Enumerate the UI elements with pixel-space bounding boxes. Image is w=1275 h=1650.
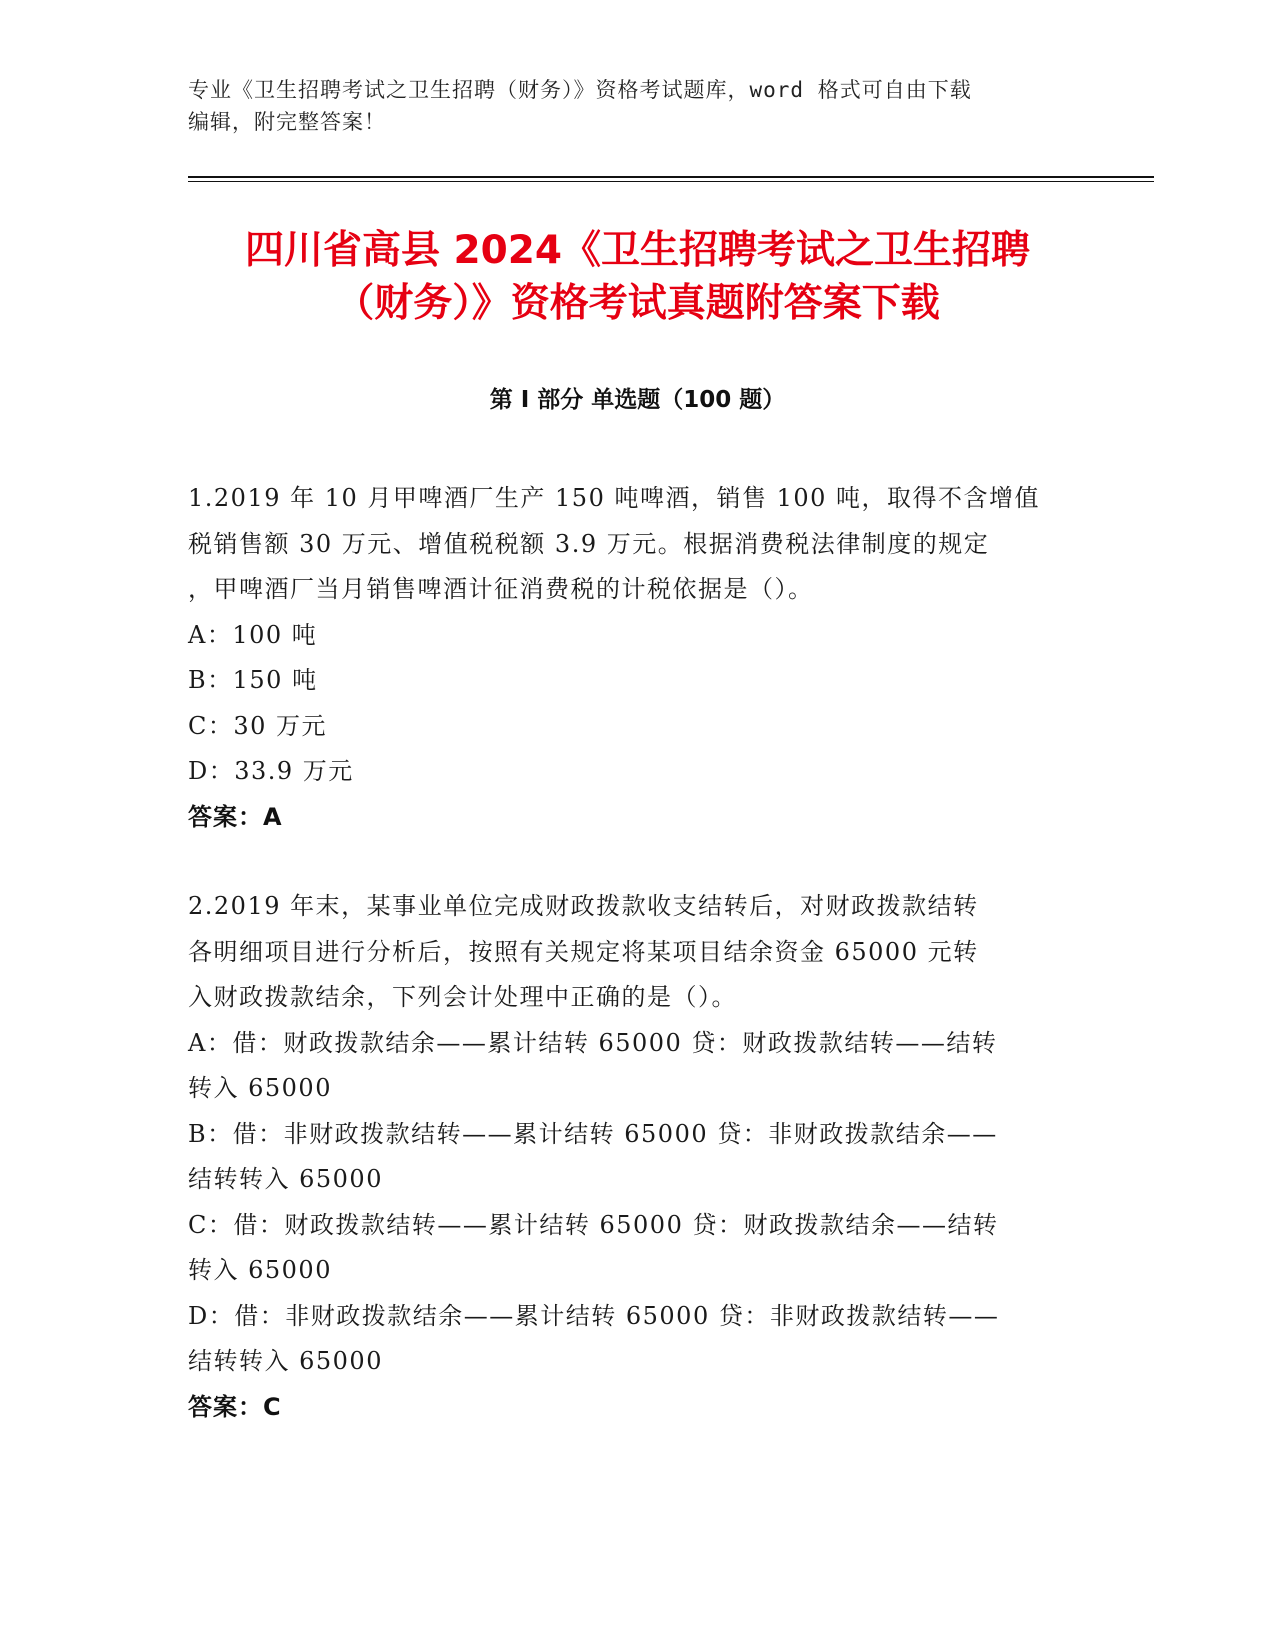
option-a: A：100 吨 xyxy=(188,620,318,649)
option-d: D：借：非财政拨款结余——累计结转 65000 贷：非财政拨款结转—— xyxy=(188,1301,1000,1330)
document-title-line-1: 四川省高县 2024《卫生招聘考试之卫生招聘 xyxy=(244,228,1031,273)
option-d-continued: 结转转入 65000 xyxy=(188,1347,383,1375)
option-c: C：30 万元 xyxy=(188,711,328,740)
option-b: B：借：非财政拨款结转——累计结转 65000 贷：非财政拨款结余—— xyxy=(188,1119,998,1148)
header-divider-thin xyxy=(188,181,1154,182)
question-1 xyxy=(188,476,1078,840)
header-divider-thick xyxy=(188,176,1154,178)
option-c: C：借：财政拨款结转——累计结转 65000 贷：财政拨款结余——结转 xyxy=(188,1210,999,1239)
header-note-line-1: 专业《卫生招聘考试之卫生招聘（财务）》资格考试题库，word 格式可自由下载 xyxy=(188,78,972,102)
header-note xyxy=(188,74,1068,138)
question-stem-line: 各明细项目进行分析后，按照有关规定将某项目结余资金 65000 元转 xyxy=(188,937,979,966)
option-a: A：借：财政拨款结余——累计结转 65000 贷：财政拨款结转——结转 xyxy=(188,1028,998,1057)
question-2 xyxy=(188,884,1078,1430)
question-stem-line: 入财政拨款结余，下列会计处理中正确的是（）。 xyxy=(188,983,737,1011)
section-heading: 第 I 部分 单选题（100 题） xyxy=(489,387,786,413)
option-b: B：150 吨 xyxy=(188,666,318,694)
header-note-line-2: 编辑，附完整答案！ xyxy=(188,110,386,134)
option-c-continued: 转入 65000 xyxy=(188,1256,332,1284)
option-b-continued: 结转转入 65000 xyxy=(188,1165,383,1193)
question-stem-line: ，甲啤酒厂当月销售啤酒计征消费税的计税依据是（）。 xyxy=(188,575,814,603)
question-stem-line: 2.2019 年末，某事业单位完成财政拨款收支结转后，对财政拨款结转 xyxy=(188,892,979,920)
answer-line: 答案：A xyxy=(188,802,283,831)
option-a-continued: 转入 65000 xyxy=(188,1074,332,1102)
option-d: D：33.9 万元 xyxy=(188,757,354,785)
question-list xyxy=(188,476,1078,1474)
answer-line: 答案：C xyxy=(188,1392,282,1421)
document-title-line-2: （财务）》资格考试真题附答案下载 xyxy=(335,281,940,326)
document-title xyxy=(150,224,1125,330)
question-stem-line: 1.2019 年 10 月甲啤酒厂生产 150 吨啤酒，销售 100 吨，取得不含增值 xyxy=(188,484,1041,512)
question-stem-line: 税销售额 30 万元、增值税税额 3.9 万元。根据消费税法律制度的规定 xyxy=(188,529,990,558)
